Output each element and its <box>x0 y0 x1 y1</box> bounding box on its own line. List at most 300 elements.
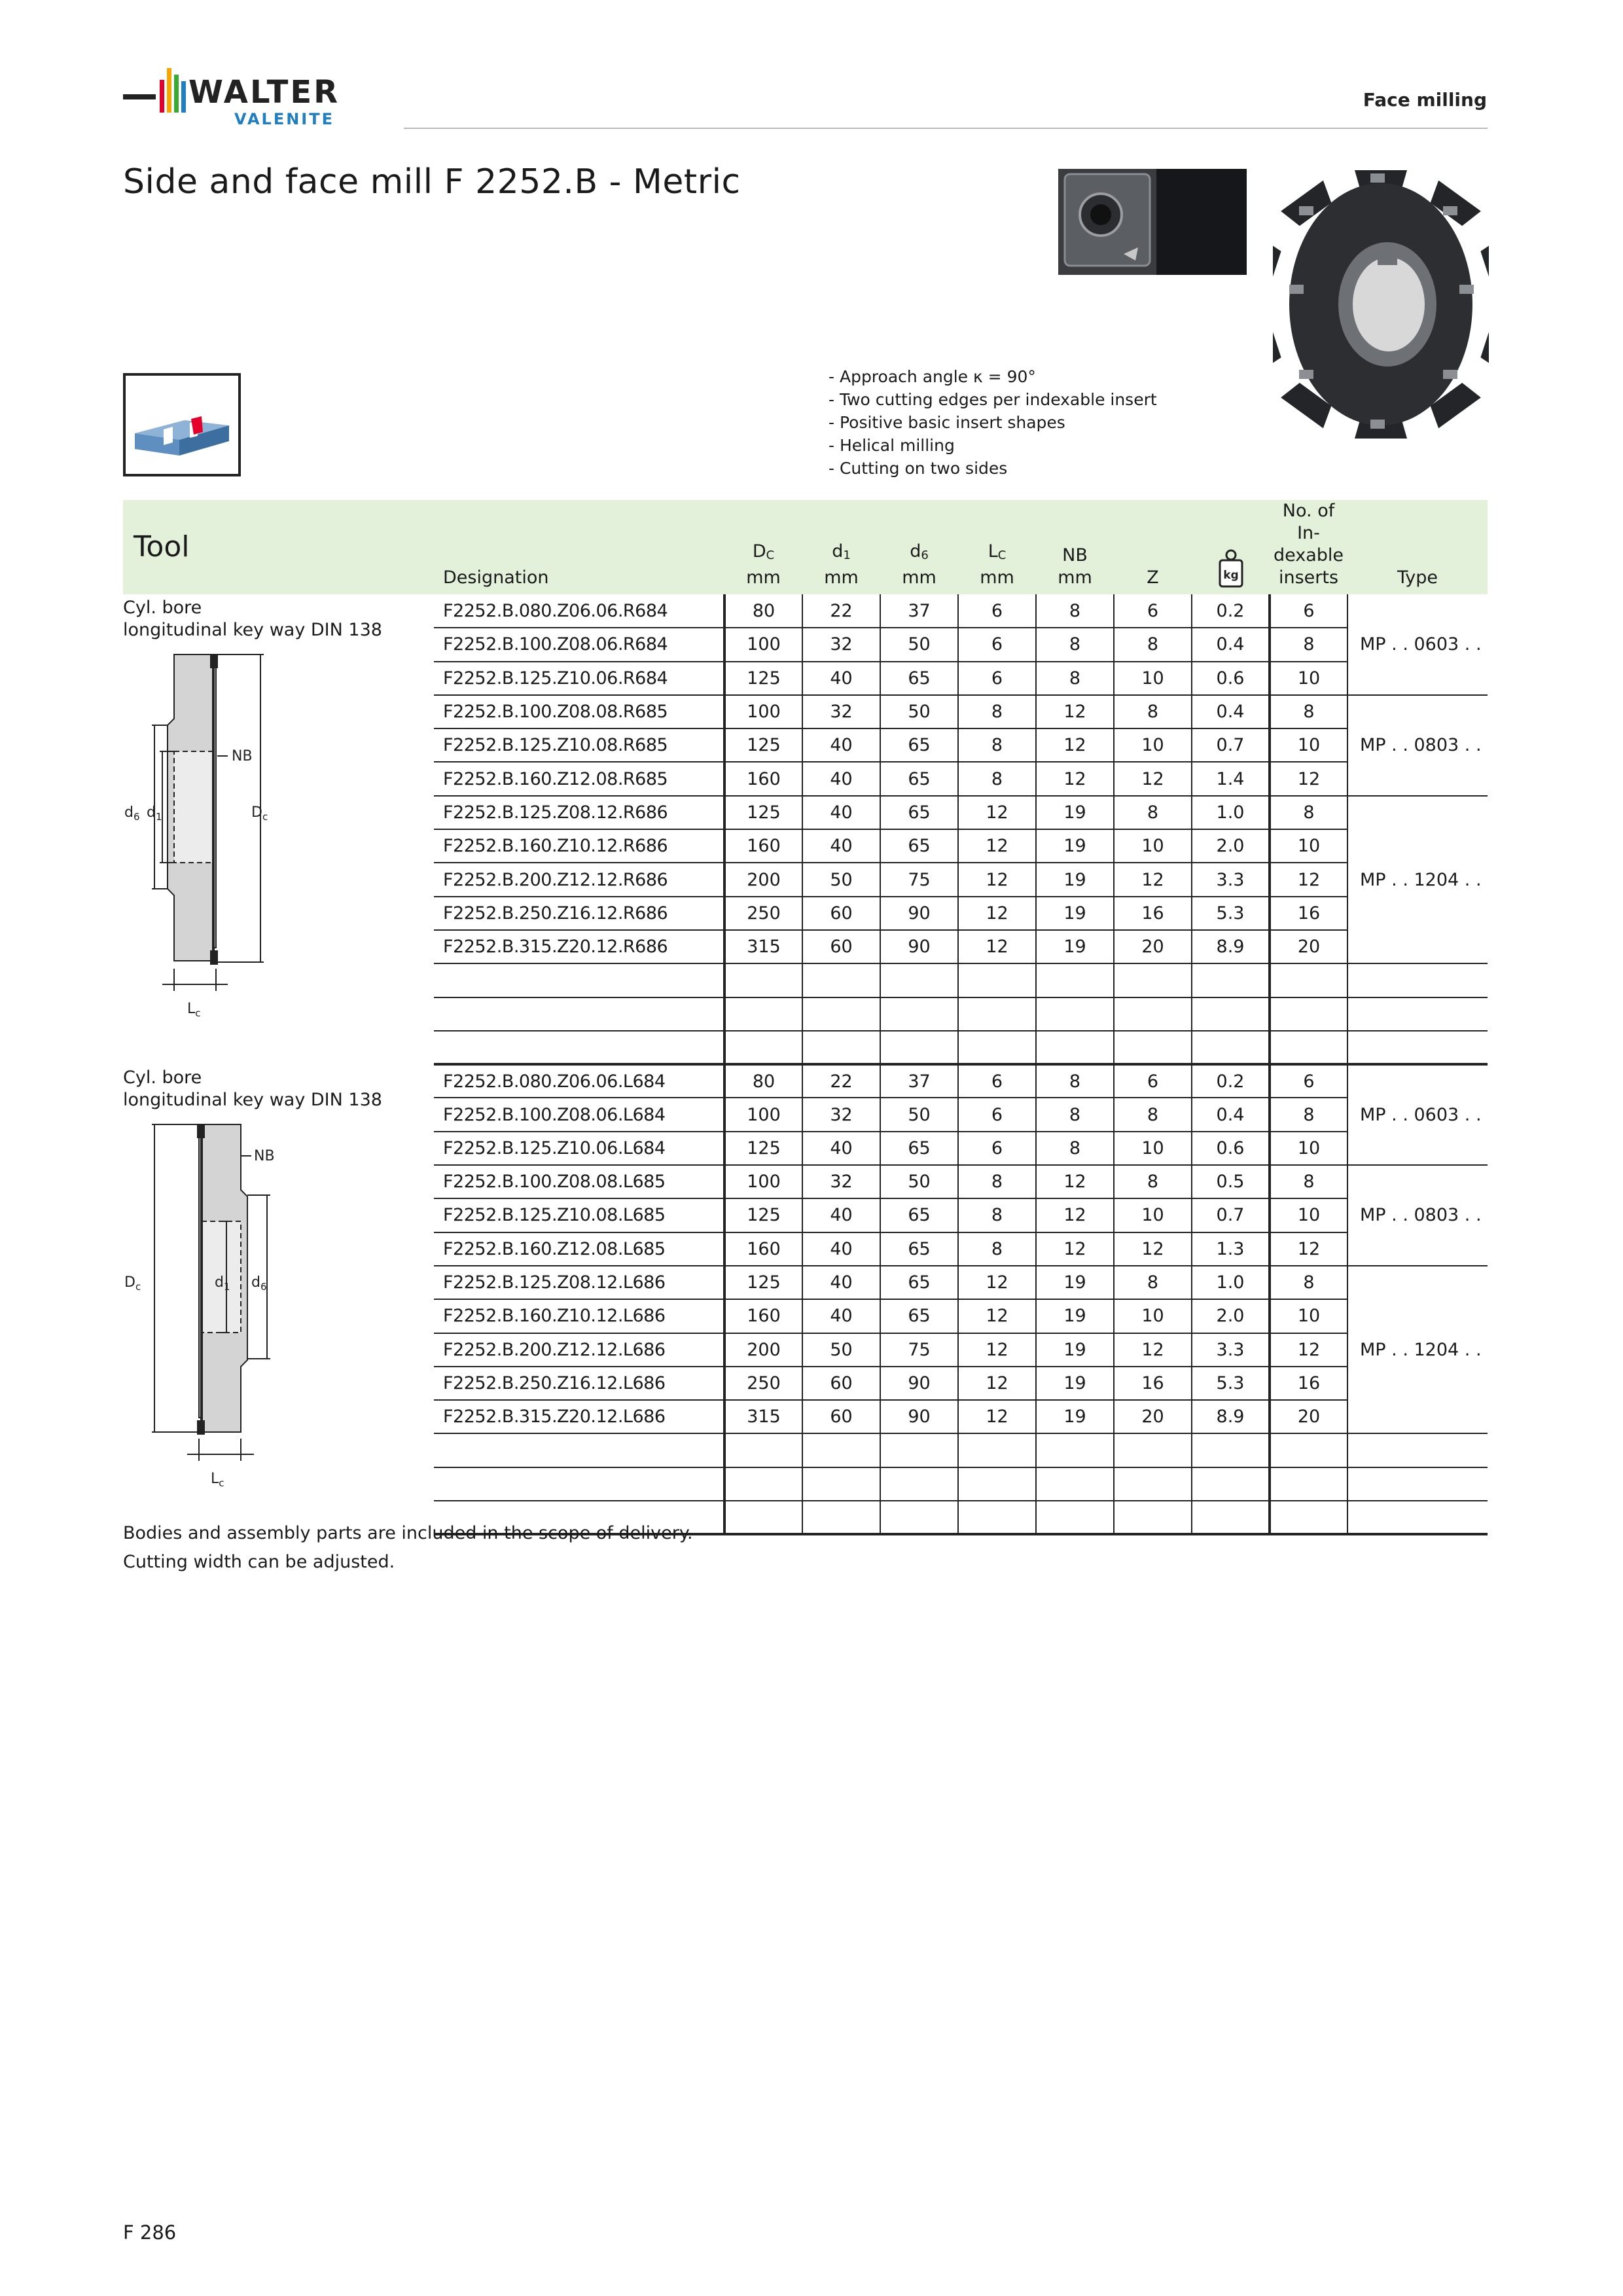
nb-cell: 12 <box>1036 762 1114 795</box>
d6-cell: 65 <box>880 796 958 829</box>
d1-cell: 60 <box>802 1367 880 1400</box>
z-cell: 8 <box>1114 695 1192 728</box>
dc-cell: 250 <box>724 1367 802 1400</box>
designation-cell: F2252.B.125.Z10.06.L684 <box>434 1132 724 1165</box>
tool-description: Cyl. bore longitudinal key way DIN 138 <box>123 598 382 640</box>
d6-cell: 90 <box>880 930 958 963</box>
z-cell: 8 <box>1114 796 1192 829</box>
svg-text:VALENITE: VALENITE <box>234 110 334 128</box>
svg-text:d1: $d_1$ <box>147 804 162 823</box>
z-cell: 20 <box>1114 930 1192 963</box>
lc-cell: 8 <box>958 1198 1036 1232</box>
z-cell <box>1114 1467 1192 1501</box>
feature-list <box>829 365 1157 480</box>
tool-cell <box>123 594 434 1064</box>
lc-cell <box>958 1031 1036 1064</box>
lc-cell: 12 <box>958 829 1036 863</box>
kg-cell: 0.4 <box>1192 695 1270 728</box>
table-header <box>123 500 1488 594</box>
d6-cell: 65 <box>880 662 958 695</box>
svg-text:d6: $d_6$ <box>251 1274 267 1293</box>
inserts-cell: 10 <box>1270 1299 1347 1333</box>
d6-cell: 50 <box>880 1165 958 1198</box>
inserts-cell: 10 <box>1270 1132 1347 1165</box>
d1-cell: 32 <box>802 1165 880 1198</box>
d1-cell <box>802 997 880 1031</box>
tool-table <box>123 500 1488 1535</box>
d1-cell: 40 <box>802 662 880 695</box>
lc-cell: 12 <box>958 1299 1036 1333</box>
dc-cell: 125 <box>724 1198 802 1232</box>
kg-cell: 1.0 <box>1192 1266 1270 1299</box>
z-cell <box>1114 1433 1192 1467</box>
dc-cell: 160 <box>724 762 802 795</box>
designation-cell: F2252.B.315.Z20.12.L686 <box>434 1400 724 1433</box>
z-cell: 12 <box>1114 762 1192 795</box>
kg-cell: 3.3 <box>1192 1333 1270 1367</box>
z-cell: 8 <box>1114 1165 1192 1198</box>
d6-cell: 90 <box>880 1400 958 1433</box>
designation-cell: F2252.B.125.Z08.12.R686 <box>434 796 724 829</box>
type-cell: MP . . 0603 . . <box>1347 594 1488 695</box>
designation-cell: F2252.B.125.Z10.08.L685 <box>434 1198 724 1232</box>
lc-cell: 12 <box>958 1367 1036 1400</box>
d6-cell <box>880 1467 958 1501</box>
z-cell: 12 <box>1114 1232 1192 1266</box>
d1-cell <box>802 1501 880 1534</box>
header-z: Z <box>1147 567 1159 588</box>
type-cell <box>1347 1467 1488 1501</box>
d1-cell: 22 <box>802 1064 880 1098</box>
inserts-cell: 12 <box>1270 863 1347 896</box>
designation-cell: F2252.B.315.Z20.12.R686 <box>434 930 724 963</box>
nb-cell <box>1036 1433 1114 1467</box>
nb-cell: 19 <box>1036 863 1114 896</box>
tool-cross-section-diagram <box>123 1064 293 1503</box>
designation-cell: F2252.B.125.Z08.12.L686 <box>434 1266 724 1299</box>
svg-text:Dc: $D_c$ <box>251 804 268 823</box>
d6-cell <box>880 1501 958 1534</box>
z-cell: 10 <box>1114 1299 1192 1333</box>
inserts-cell: 8 <box>1270 1266 1347 1299</box>
nb-cell: 12 <box>1036 1232 1114 1266</box>
application-icon <box>123 373 241 476</box>
inserts-cell: 12 <box>1270 1333 1347 1367</box>
kg-cell <box>1192 963 1270 997</box>
kg-cell <box>1192 997 1270 1031</box>
d6-cell: 75 <box>880 1333 958 1367</box>
note-line: Bodies and assembly parts are included in the scope of delivery. <box>123 1523 693 1543</box>
dc-cell: 160 <box>724 829 802 863</box>
z-cell: 10 <box>1114 1198 1192 1232</box>
designation-cell: F2252.B.160.Z10.12.R686 <box>434 829 724 863</box>
d6-cell: 90 <box>880 1367 958 1400</box>
nb-cell: 19 <box>1036 1333 1114 1367</box>
section-label: Face milling <box>1363 89 1487 111</box>
designation-cell: F2252.B.160.Z12.08.R685 <box>434 762 724 795</box>
kg-cell <box>1192 1467 1270 1501</box>
kg-cell: 1.4 <box>1192 762 1270 795</box>
tool-description: Cyl. bore longitudinal key way DIN 138 <box>123 1067 382 1111</box>
lc-cell <box>958 1501 1036 1534</box>
dc-cell: 100 <box>724 695 802 728</box>
lc-cell: 8 <box>958 1165 1036 1198</box>
lc-cell: 6 <box>958 662 1036 695</box>
header-type: Type <box>1397 567 1438 588</box>
inserts-cell <box>1270 963 1347 997</box>
nb-cell: 19 <box>1036 1367 1114 1400</box>
designation-cell: F2252.B.160.Z10.12.L686 <box>434 1299 724 1333</box>
kg-cell: 8.9 <box>1192 930 1270 963</box>
designation-cell <box>434 1433 724 1467</box>
inserts-cell: 8 <box>1270 1098 1347 1131</box>
dc-cell: 200 <box>724 863 802 896</box>
header-nb: NB mm <box>1058 545 1092 588</box>
cutter-photo <box>1273 160 1489 448</box>
designation-cell <box>434 963 724 997</box>
z-cell <box>1114 997 1192 1031</box>
d6-cell: 65 <box>880 1299 958 1333</box>
lc-cell: 6 <box>958 594 1036 628</box>
header-lc: $L_C$ mm <box>980 541 1014 588</box>
kg-cell: 0.4 <box>1192 1098 1270 1131</box>
feature-item: - Positive basic insert shapes <box>829 413 1065 432</box>
inserts-cell: 16 <box>1270 1367 1347 1400</box>
dc-cell: 160 <box>724 1299 802 1333</box>
inserts-cell <box>1270 1467 1347 1501</box>
lc-cell: 8 <box>958 695 1036 728</box>
lc-cell: 12 <box>958 863 1036 896</box>
d1-cell: 40 <box>802 762 880 795</box>
z-cell: 16 <box>1114 1367 1192 1400</box>
d1-cell: 60 <box>802 1400 880 1433</box>
nb-cell: 19 <box>1036 1400 1114 1433</box>
designation-cell: F2252.B.100.Z08.08.L685 <box>434 1165 724 1198</box>
type-cell: MP . . 1204 . . <box>1347 796 1488 963</box>
designation-cell: F2252.B.125.Z10.06.R684 <box>434 662 724 695</box>
header-inserts: No. of In- dexable inserts <box>1273 501 1344 588</box>
dc-cell <box>724 963 802 997</box>
dc-cell <box>724 1467 802 1501</box>
inserts-cell: 10 <box>1270 728 1347 762</box>
tool-cross-section-diagram <box>123 594 293 1033</box>
inserts-cell <box>1270 1433 1347 1467</box>
kg-cell: 1.0 <box>1192 796 1270 829</box>
kg-cell: 0.7 <box>1192 728 1270 762</box>
dc-cell <box>724 1433 802 1467</box>
d6-cell: 65 <box>880 728 958 762</box>
lc-cell: 6 <box>958 1098 1036 1131</box>
designation-cell: F2252.B.100.Z08.08.R685 <box>434 695 724 728</box>
dc-cell <box>724 997 802 1031</box>
kg-cell: 5.3 <box>1192 897 1270 930</box>
z-cell: 16 <box>1114 897 1192 930</box>
z-cell: 8 <box>1114 628 1192 661</box>
nb-cell: 8 <box>1036 594 1114 628</box>
d6-cell: 65 <box>880 762 958 795</box>
d1-cell: 40 <box>802 1198 880 1232</box>
nb-cell: 8 <box>1036 1098 1114 1131</box>
d6-cell: 65 <box>880 1232 958 1266</box>
z-cell <box>1114 963 1192 997</box>
page-number: F 286 <box>123 2221 177 2244</box>
dc-cell: 125 <box>724 796 802 829</box>
nb-cell <box>1036 1501 1114 1534</box>
d1-cell: 40 <box>802 1299 880 1333</box>
svg-text:d1: $d_1$ <box>215 1274 230 1293</box>
nb-cell: 19 <box>1036 1266 1114 1299</box>
nb-cell <box>1036 1467 1114 1501</box>
note-line: Cutting width can be adjusted. <box>123 1552 395 1572</box>
d1-cell <box>802 1031 880 1064</box>
notes <box>123 1519 693 1577</box>
lc-cell: 8 <box>958 728 1036 762</box>
d6-cell: 75 <box>880 863 958 896</box>
lc-cell: 12 <box>958 1266 1036 1299</box>
weight-icon <box>1218 547 1244 589</box>
kg-cell: 0.7 <box>1192 1198 1270 1232</box>
d6-cell: 37 <box>880 1064 958 1098</box>
svg-text:d6: $d_6$ <box>124 804 140 823</box>
inserts-cell: 8 <box>1270 796 1347 829</box>
header-weight <box>1192 500 1270 594</box>
designation-cell: F2252.B.080.Z06.06.L684 <box>434 1064 724 1098</box>
nb-cell: 12 <box>1036 695 1114 728</box>
insert-photo <box>1058 169 1247 275</box>
svg-text:kg: kg <box>1222 569 1239 582</box>
z-cell: 10 <box>1114 829 1192 863</box>
nb-cell: 19 <box>1036 930 1114 963</box>
d1-cell: 40 <box>802 829 880 863</box>
nb-cell: 19 <box>1036 897 1114 930</box>
inserts-cell: 6 <box>1270 594 1347 628</box>
nb-cell: 19 <box>1036 796 1114 829</box>
lc-cell <box>958 997 1036 1031</box>
nb-cell <box>1036 997 1114 1031</box>
nb-cell: 8 <box>1036 662 1114 695</box>
z-cell: 20 <box>1114 1400 1192 1433</box>
inserts-cell: 16 <box>1270 897 1347 930</box>
lc-cell: 8 <box>958 762 1036 795</box>
d6-cell: 65 <box>880 829 958 863</box>
dc-cell: 315 <box>724 930 802 963</box>
svg-text:NB: NB <box>254 1148 275 1165</box>
d1-cell: 32 <box>802 628 880 661</box>
svg-text:NB: NB <box>232 748 253 764</box>
dc-cell <box>724 1031 802 1064</box>
kg-cell <box>1192 1433 1270 1467</box>
d1-cell: 40 <box>802 796 880 829</box>
kg-cell: 0.6 <box>1192 1132 1270 1165</box>
kg-cell <box>1192 1501 1270 1534</box>
type-cell <box>1347 997 1488 1031</box>
kg-cell: 0.4 <box>1192 628 1270 661</box>
inserts-cell <box>1270 1031 1347 1064</box>
feature-item: - Two cutting edges per indexable insert <box>829 390 1157 409</box>
designation-cell: F2252.B.100.Z08.06.L684 <box>434 1098 724 1131</box>
nb-cell: 12 <box>1036 728 1114 762</box>
inserts-cell: 12 <box>1270 1232 1347 1266</box>
kg-cell: 0.5 <box>1192 1165 1270 1198</box>
nb-cell: 8 <box>1036 628 1114 661</box>
designation-cell <box>434 997 724 1031</box>
d1-cell: 40 <box>802 1132 880 1165</box>
dc-cell: 250 <box>724 897 802 930</box>
inserts-cell: 20 <box>1270 1400 1347 1433</box>
dc-cell: 160 <box>724 1232 802 1266</box>
kg-cell: 0.6 <box>1192 662 1270 695</box>
inserts-cell: 8 <box>1270 628 1347 661</box>
header-rule <box>404 128 1488 129</box>
z-cell: 12 <box>1114 1333 1192 1367</box>
nb-cell <box>1036 1031 1114 1064</box>
d6-cell: 50 <box>880 1098 958 1131</box>
designation-cell <box>434 1031 724 1064</box>
nb-cell <box>1036 963 1114 997</box>
d1-cell: 40 <box>802 728 880 762</box>
header-d1: $d_1$ mm <box>824 541 859 588</box>
dc-cell: 200 <box>724 1333 802 1367</box>
kg-cell: 8.9 <box>1192 1400 1270 1433</box>
nb-cell: 19 <box>1036 829 1114 863</box>
nb-cell: 19 <box>1036 1299 1114 1333</box>
z-cell: 10 <box>1114 662 1192 695</box>
dc-cell: 125 <box>724 662 802 695</box>
lc-cell: 6 <box>958 1132 1036 1165</box>
designation-cell: F2252.B.080.Z06.06.R684 <box>434 594 724 628</box>
d1-cell: 60 <box>802 930 880 963</box>
z-cell <box>1114 1501 1192 1534</box>
type-cell: MP . . 1204 . . <box>1347 1266 1488 1433</box>
inserts-cell: 10 <box>1270 662 1347 695</box>
kg-cell: 5.3 <box>1192 1367 1270 1400</box>
inserts-cell: 12 <box>1270 762 1347 795</box>
d6-cell <box>880 963 958 997</box>
svg-text:WALTER: WALTER <box>188 74 340 111</box>
table-row <box>123 1064 1488 1098</box>
designation-cell: F2252.B.125.Z10.08.R685 <box>434 728 724 762</box>
nb-cell: 8 <box>1036 1132 1114 1165</box>
walter-valenite-logo <box>123 62 398 134</box>
d6-cell <box>880 1433 958 1467</box>
header-tool: Tool <box>134 530 190 564</box>
lc-cell: 8 <box>958 1232 1036 1266</box>
dc-cell: 315 <box>724 1400 802 1433</box>
inserts-cell <box>1270 997 1347 1031</box>
designation-cell: F2252.B.160.Z12.08.L685 <box>434 1232 724 1266</box>
dc-cell: 100 <box>724 1098 802 1131</box>
d1-cell: 32 <box>802 695 880 728</box>
type-cell: MP . . 0803 . . <box>1347 695 1488 796</box>
d6-cell: 90 <box>880 897 958 930</box>
header-designation: Designation <box>443 567 549 588</box>
d1-cell <box>802 963 880 997</box>
inserts-cell: 8 <box>1270 1165 1347 1198</box>
type-cell <box>1347 1433 1488 1467</box>
d1-cell: 32 <box>802 1098 880 1131</box>
lc-cell: 12 <box>958 1400 1036 1433</box>
kg-cell: 2.0 <box>1192 1299 1270 1333</box>
d6-cell: 37 <box>880 594 958 628</box>
kg-cell: 2.0 <box>1192 829 1270 863</box>
svg-text:Lc: $L_c$ <box>211 1471 224 1490</box>
lc-cell: 6 <box>958 1064 1036 1098</box>
lc-cell: 12 <box>958 930 1036 963</box>
designation-cell: F2252.B.200.Z12.12.L686 <box>434 1333 724 1367</box>
z-cell: 10 <box>1114 728 1192 762</box>
d6-cell: 50 <box>880 628 958 661</box>
dc-cell: 125 <box>724 1132 802 1165</box>
lc-cell: 12 <box>958 796 1036 829</box>
d1-cell <box>802 1433 880 1467</box>
z-cell: 8 <box>1114 1098 1192 1131</box>
type-cell: MP . . 0803 . . <box>1347 1165 1488 1266</box>
designation-cell: F2252.B.250.Z16.12.L686 <box>434 1367 724 1400</box>
svg-text:Lc: $L_c$ <box>187 1001 201 1019</box>
d6-cell: 65 <box>880 1198 958 1232</box>
dc-cell: 100 <box>724 628 802 661</box>
d1-cell: 50 <box>802 1333 880 1367</box>
inserts-cell: 10 <box>1270 1198 1347 1232</box>
dc-cell <box>724 1501 802 1534</box>
lc-cell <box>958 1433 1036 1467</box>
inserts-cell <box>1270 1501 1347 1534</box>
lc-cell <box>958 1467 1036 1501</box>
d6-cell: 65 <box>880 1132 958 1165</box>
kg-cell <box>1192 1031 1270 1064</box>
d1-cell: 22 <box>802 594 880 628</box>
lc-cell: 6 <box>958 628 1036 661</box>
kg-cell: 0.2 <box>1192 1064 1270 1098</box>
dc-cell: 80 <box>724 594 802 628</box>
page-title: Side and face mill F 2252.B - Metric <box>123 162 741 202</box>
inserts-cell: 8 <box>1270 695 1347 728</box>
z-cell: 12 <box>1114 863 1192 896</box>
d1-cell: 50 <box>802 863 880 896</box>
dc-cell: 125 <box>724 1266 802 1299</box>
feature-item: - Approach angle κ = 90° <box>829 367 1036 386</box>
header-d6: $d_6$ mm <box>902 541 936 588</box>
dc-cell: 125 <box>724 728 802 762</box>
table-row <box>123 594 1488 628</box>
kg-cell: 3.3 <box>1192 863 1270 896</box>
d6-cell <box>880 997 958 1031</box>
type-cell <box>1347 1031 1488 1064</box>
dc-cell: 100 <box>724 1165 802 1198</box>
d6-cell <box>880 1031 958 1064</box>
svg-text:Dc: $D_c$ <box>124 1274 141 1293</box>
d1-cell: 60 <box>802 897 880 930</box>
kg-cell: 0.2 <box>1192 594 1270 628</box>
tool-cell <box>123 1064 434 1534</box>
z-cell <box>1114 1031 1192 1064</box>
inserts-cell: 20 <box>1270 930 1347 963</box>
kg-cell: 1.3 <box>1192 1232 1270 1266</box>
type-cell <box>1347 1501 1488 1534</box>
d1-cell <box>802 1467 880 1501</box>
nb-cell: 12 <box>1036 1165 1114 1198</box>
type-cell <box>1347 963 1488 997</box>
designation-cell: F2252.B.200.Z12.12.R686 <box>434 863 724 896</box>
lc-cell: 12 <box>958 1333 1036 1367</box>
d6-cell: 65 <box>880 1266 958 1299</box>
d1-cell: 40 <box>802 1266 880 1299</box>
d1-cell: 40 <box>802 1232 880 1266</box>
header-dc: $D_C$ mm <box>746 541 781 588</box>
designation-cell <box>434 1467 724 1501</box>
inserts-cell: 10 <box>1270 829 1347 863</box>
d6-cell: 50 <box>880 695 958 728</box>
